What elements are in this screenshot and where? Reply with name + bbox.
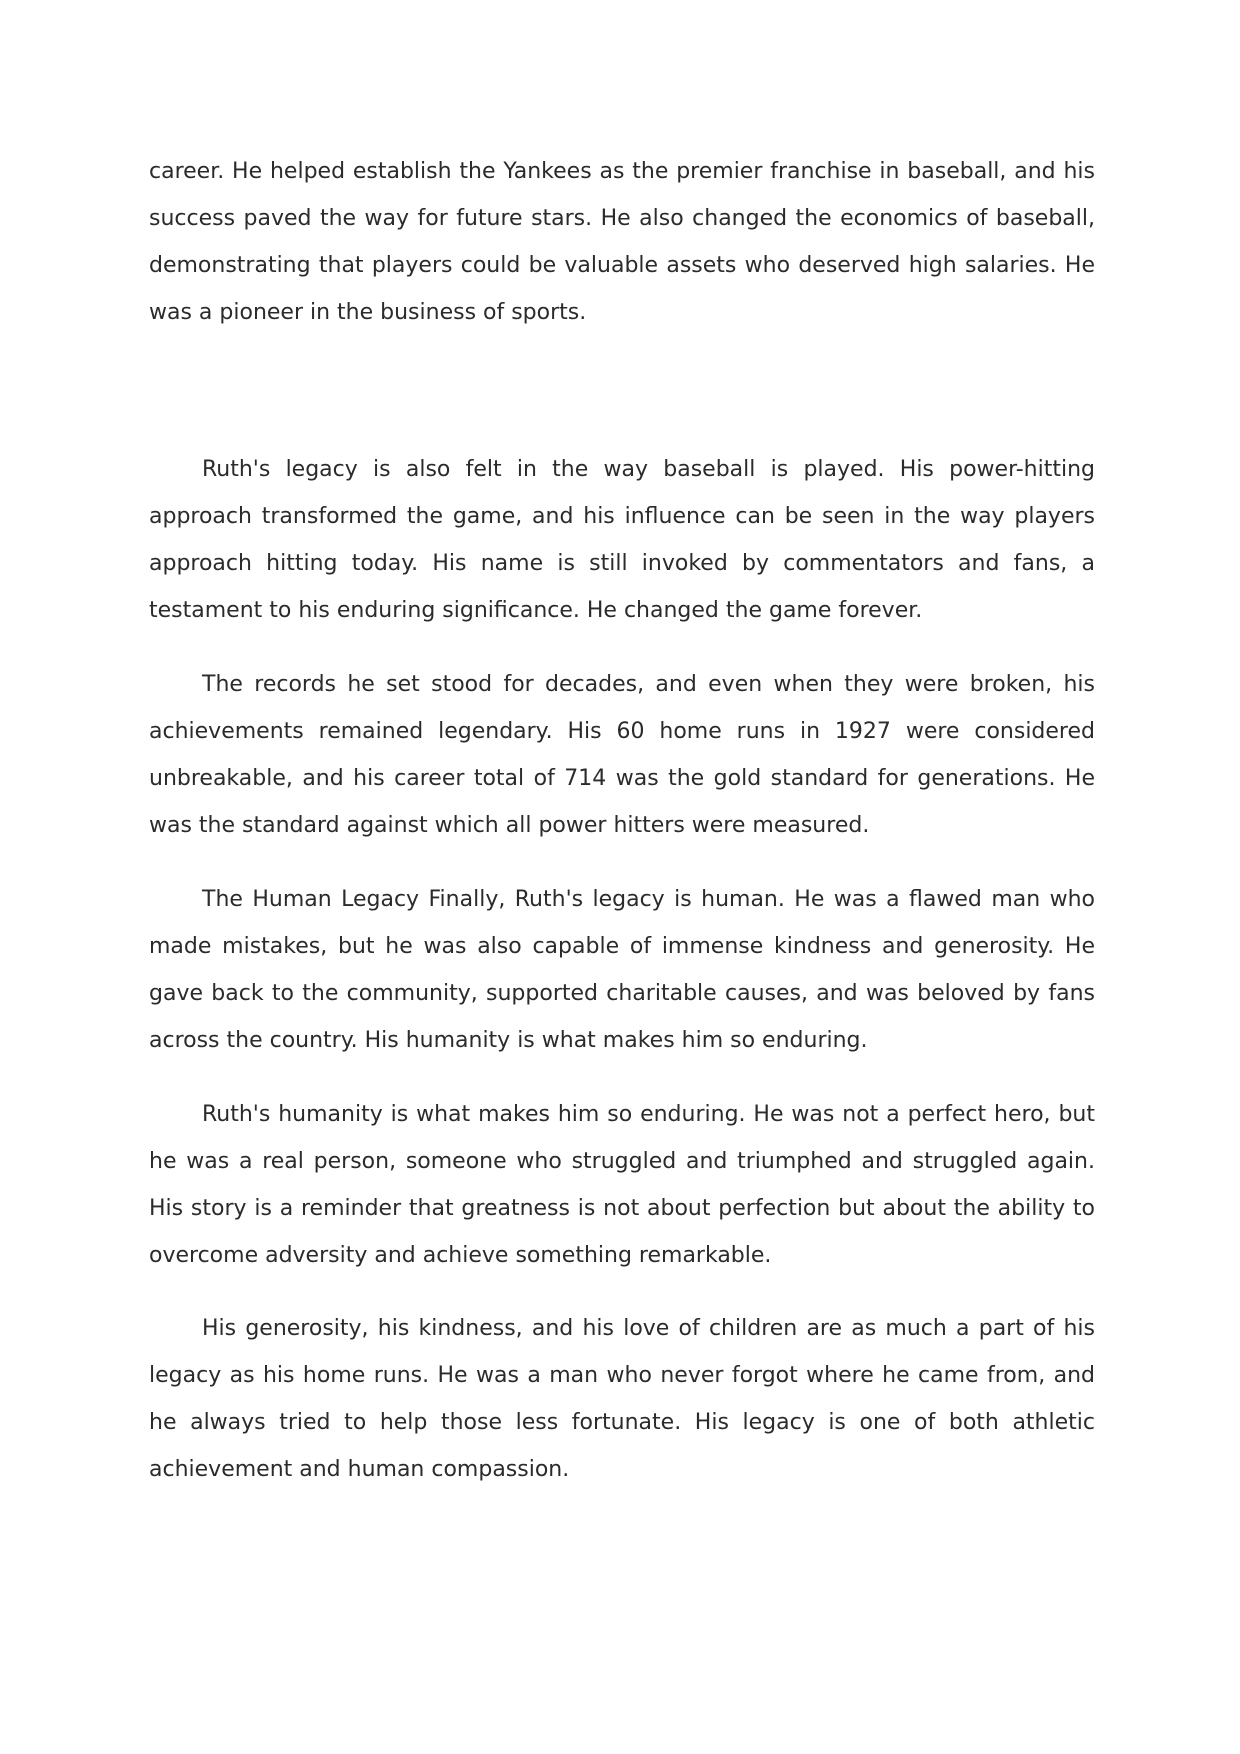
paragraph-generosity: His generosity, his kindness, and his love of children are as much a part of his legacy as his home runs. He was a man who never forgot where he came from, and he always tried to help those less fortunate. His legacy is one of both athletic achievement and human compassion. [149, 1316, 1095, 1482]
paragraph-records: The records he set stood for decades, and even when they were broken, his achievements remained legendary. His 60 home runs in 1927 were considered unbreakable, and his career total of 714 was the gold standard for generations. He was the standard against which all power hitters were measured. [149, 672, 1095, 838]
paragraph-humanity: Ruth's humanity is what makes him so enduring. He was not a perfect hero, but he was a real person, someone who struggled and triumphed and struggled again. His story is a reminder that greatness is not about perfection but about the ability to overcome adversity and achieve something remarkable. [149, 1102, 1095, 1268]
paragraph-baseball-legacy: Ruth's legacy is also felt in the way baseball is played. His power-hitting approach transformed the game, and his influence can be seen in the way players approach hitting today. His name is still invoked by commentators and fans, a testament to his enduring significance. He changed the game forever. [149, 457, 1095, 623]
paragraph-career-continuation: career. He helped establish the Yankees as the premier franchise in baseball, and his success paved the way for future stars. He also changed the economics of baseball, demonstrating that players could be valuable assets who deserved high salaries. He was a pioneer in the business of sports. [149, 159, 1095, 325]
paragraph-human-legacy: The Human Legacy Finally, Ruth's legacy is human. He was a flawed man who made mistakes, but he was also capable of immense kindness and generosity. He gave back to the community, supported charitable causes, and was beloved by fans across the country. His humanity is what makes him so enduring. [149, 887, 1095, 1053]
